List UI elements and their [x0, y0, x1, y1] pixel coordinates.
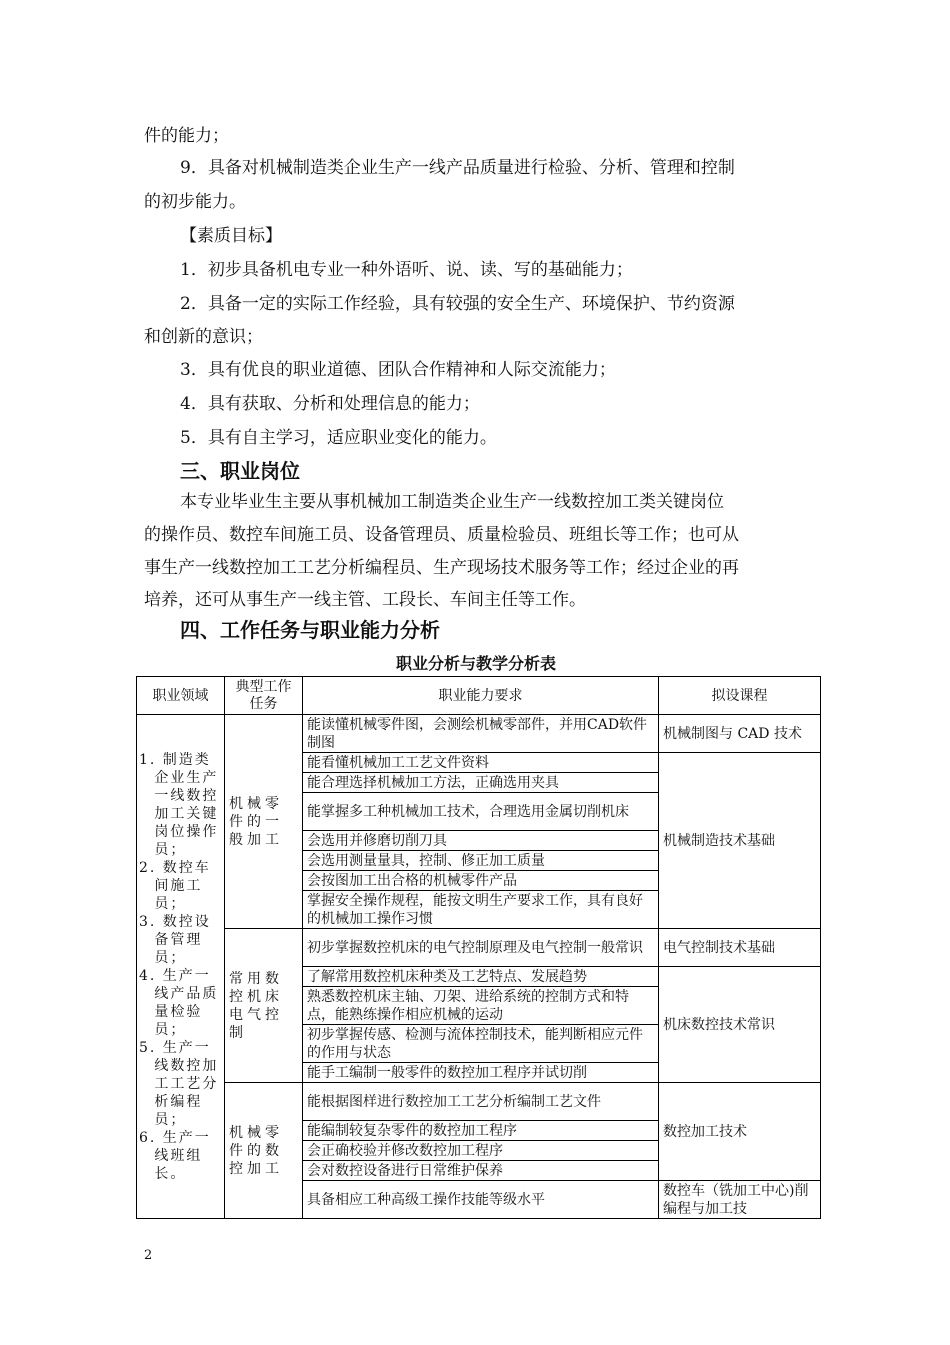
quality-item-1: 1．初步具备机电专业一种外语听、说、读、写的基础能力；: [180, 260, 633, 280]
task-cell: 机械零件的数控加工: [225, 1083, 303, 1219]
section-4-heading: 四、工作任务与职业能力分析: [180, 618, 440, 642]
header-course: 拟设课程: [659, 677, 821, 715]
field-item: 2. 数控车间施工员；: [139, 859, 211, 912]
analysis-table: [136, 676, 821, 1219]
course-cell: 机械制图与 CAD 技术: [659, 715, 821, 753]
header-ability: 职业能力要求: [303, 677, 659, 715]
task-cell: 机械零件的一般加工: [225, 715, 303, 929]
section-3-heading: 三、职业岗位: [180, 459, 300, 483]
table-header-row: [137, 677, 821, 715]
paragraph-item-9-line1: 9．具备对机械制造类企业生产一线产品质量进行检验、分析、管理和控制: [180, 158, 735, 178]
course-cell: 电气控制技术基础: [659, 929, 821, 967]
table-row: [137, 1083, 821, 1121]
quality-goals-header: 【素质目标】: [180, 226, 282, 246]
section-3-line3: 事生产一线数控加工工艺分析编程员、生产现场技术服务等工作；经过企业的再: [144, 558, 739, 578]
ability-cell: 初步掌握数控机床的电气控制原理及电气控制一般常识: [303, 929, 659, 967]
page-number: 2: [144, 1248, 153, 1263]
quality-item-3: 3．具有优良的职业道德、团队合作精神和人际交流能力；: [180, 360, 616, 380]
quality-item-2-line2: 和创新的意识；: [144, 327, 263, 347]
ability-cell: 初步掌握传感、检测与流体控制技术，能判断相应元件的作用与状态: [303, 1025, 659, 1063]
course-cell: 数控加工技术: [659, 1083, 821, 1181]
field-item: 6. 生产一线班组长。: [139, 1129, 211, 1182]
quality-item-5: 5．具有自主学习，适应职业变化的能力。: [180, 428, 497, 448]
section-3-line1: 本专业毕业生主要从事机械加工制造类企业生产一线数控加工类关键岗位: [180, 492, 724, 512]
ability-cell: 会选用并修磨切削刀具: [303, 831, 659, 851]
ability-cell: 熟悉数控机床主轴、刀架、进给系统的控制方式和特点，能熟练操作相应机械的运动: [303, 987, 659, 1025]
ability-cell: 掌握安全操作规程，能按文明生产要求工作，具有良好的机械加工操作习惯: [303, 891, 659, 929]
section-3-line2: 的操作员、数控车间施工员、设备管理员、质量检验员、班组长等工作；也可从: [144, 525, 739, 545]
field-cell: [137, 715, 225, 1219]
task-cell: 常用数控机床电气控制: [225, 929, 303, 1083]
field-item: 5. 生产一线数控加工工艺分析编程员；: [139, 1039, 219, 1128]
course-cell: 机械制造技术基础: [659, 753, 821, 929]
paragraph-item-9-line2: 的初步能力。: [144, 192, 246, 212]
ability-cell: 能编制较复杂零件的数控加工程序: [303, 1121, 659, 1141]
ability-cell: 具备相应工种高级工操作技能等级水平: [303, 1181, 659, 1219]
course-cell: 机床数控技术常识: [659, 967, 821, 1083]
ability-cell: 能看懂机械加工工艺文件资料: [303, 753, 659, 773]
ability-cell: 会正确校验并修改数控加工程序: [303, 1141, 659, 1161]
ability-cell: 会选用测量量具，控制、修正加工质量: [303, 851, 659, 871]
course-cell: 数控车（铣加工中心)削编程与加工技: [659, 1181, 821, 1219]
header-task: 典型工作任务: [225, 677, 303, 715]
section-3-line4: 培养，还可从事生产一线主管、工段长、车间主任等工作。: [144, 590, 586, 610]
ability-cell: 能手工编制一般零件的数控加工程序并试切削: [303, 1063, 659, 1083]
ability-cell: 能掌握多工种机械加工技术，合理选用金属切削机床: [303, 793, 659, 831]
quality-item-2-line1: 2．具备一定的实际工作经验，具有较强的安全生产、环境保护、节约资源: [180, 294, 735, 314]
field-item: 1. 制造类企业生产一线数控加工关键岗位操作员；: [139, 751, 219, 858]
table-title: 职业分析与教学分析表: [395, 654, 556, 673]
header-field: 职业领域: [137, 677, 225, 715]
field-item: 4. 生产一线产品质量检验员；: [139, 967, 219, 1038]
ability-cell: 能根据图样进行数控加工工艺分析编制工艺文件: [303, 1083, 659, 1121]
table-row: [137, 715, 821, 753]
ability-cell: 会按图加工出合格的机械零件产品: [303, 871, 659, 891]
ability-cell: 了解常用数控机床种类及工艺特点、发展趋势: [303, 967, 659, 987]
table-row: [137, 929, 821, 967]
ability-cell: 能合理选择机械加工方法，正确选用夹具: [303, 773, 659, 793]
quality-item-4: 4．具有获取、分析和处理信息的能力；: [180, 394, 480, 414]
field-item: 3. 数控设备管理员；: [139, 913, 211, 966]
ability-cell: 能读懂机械零件图，会测绘机械零部件，并用CAD软件制图: [303, 715, 659, 753]
paragraph-continued: 件的能力；: [144, 126, 229, 146]
ability-cell: 会对数控设备进行日常维护保养: [303, 1161, 659, 1181]
